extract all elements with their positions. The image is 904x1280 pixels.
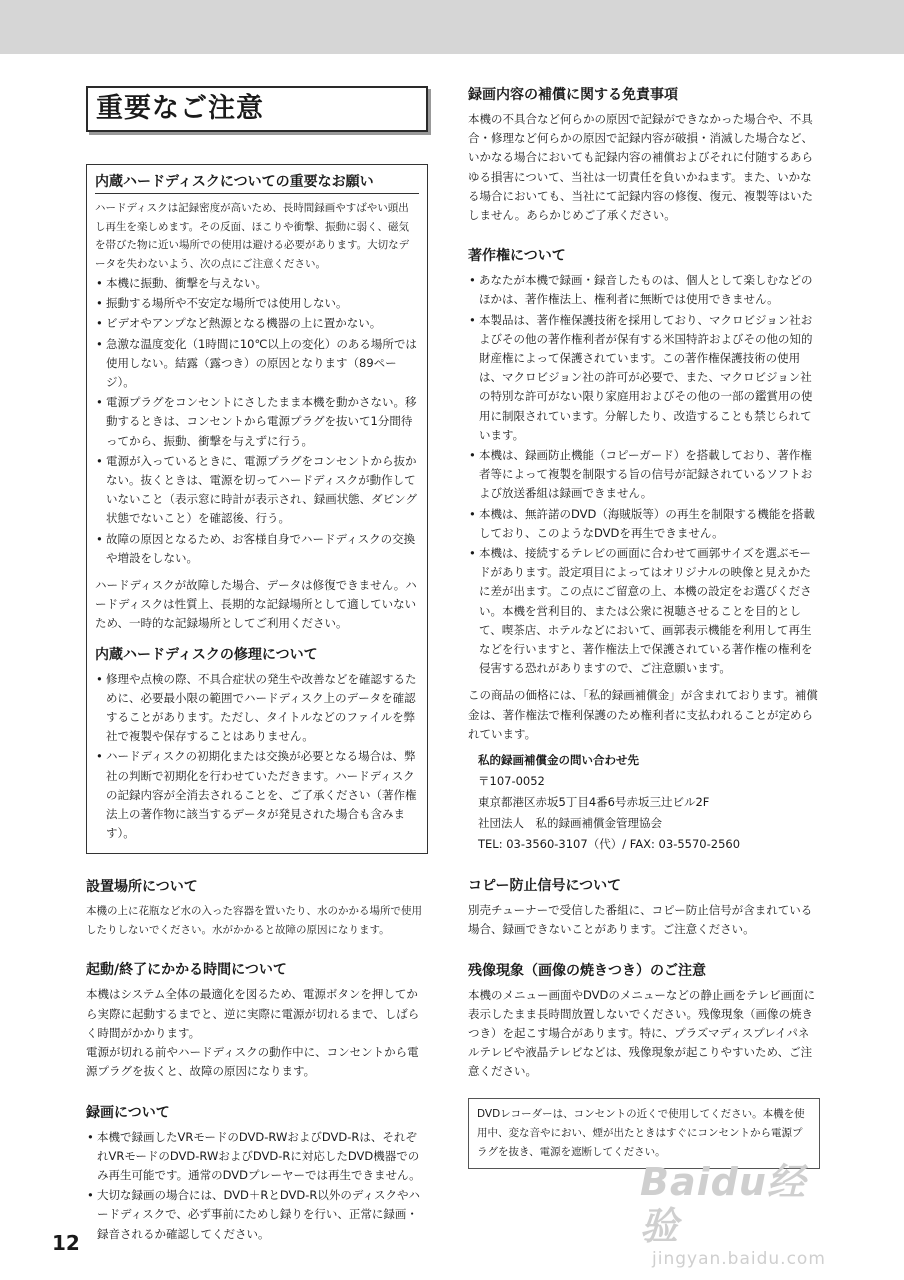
- hdd-failure-note: ハードディスクが故障した場合、データは修復できません。ハードディスクは性質上、長期的な記録場所として適していないため、一時的な記録場所としてご利用ください。: [95, 578, 417, 631]
- copy-guard-section: [468, 877, 820, 939]
- list-item: • 本機は、無許諾のDVD（海賊版等）の再生を制限する機能を搭載しており、このようなDVDを再生できません。: [468, 505, 820, 543]
- power-notice-box: DVDレコーダーは、コンセントの近くで使用してください。本機を使用中、変な音やにおい、煙が出たときはすぐにコンセントから電源プラグを抜き、電源を遮断してください。: [468, 1098, 820, 1169]
- list-item: • 振動する場所や不安定な場所では使用しない。: [95, 294, 419, 313]
- watermark: [640, 1160, 826, 1270]
- startup-text-1: 本機はシステム全体の最適化を図るため、電源ボタンを押してから実際に起動するまでと、逆に実際に電源が切れるまで、しばらく時間がかかります。: [86, 987, 420, 1040]
- disclaimer-text: 本機の不具合など何らかの原因で記録ができなかった場合や、不具合・修理など何らかの原因で記録内容が破損・消滅した場合など、いかなる場合においても記録内容の補償およびそれに付随するあらゆる損害について、当社は一切責任を負いかねます。また、いかなる場合においても、当社にて記録内容の修復、復元、複製等はいたしません。あらかじめご了承ください。: [468, 112, 813, 223]
- burnin-text: 本機のメニュー画面やDVDのメニューなどの静止画をテレビ画面に表示したまま長時間放置しないでください。残像現象（画像の焼きつき）を起こす場合があります。特に、プラズマディスプレイパネルテレビや液晶テレビなどは、残像現象が起こりやすいため、ご注意ください。: [468, 987, 816, 1079]
- install-heading: 設置場所について: [86, 879, 198, 896]
- contact-org: 社団法人 私的録画補償金管理協会: [478, 816, 662, 831]
- list-item: • あなたが本機で録画・録音したものは、個人として楽しむなどのほかは、著作権法上、権利者に無断では使用できません。: [468, 271, 820, 309]
- hdd-bullet-list: [95, 274, 419, 568]
- page-number: 12: [52, 1231, 80, 1255]
- hdd-notice-box: [86, 164, 428, 854]
- hdd-repair-list: [95, 670, 419, 844]
- levy-text: この商品の価格には、「私的録画補償金」が含まれております。補償金は、著作権法で権利保護のため権利者に支払われることが定められています。: [468, 688, 818, 741]
- copyright-heading: 著作権について: [468, 248, 566, 265]
- list-item: • 本機は、録画防止機能（コピーガード）を搭載しており、著作権者等によって複製を制限する旨の信号が記録されているソフトおよび放送番組は録画できません。: [468, 446, 820, 504]
- right-column: [468, 86, 820, 1169]
- contact-address: 東京都港区赤坂5丁目4番6号赤坂三辻ビル2F: [478, 795, 710, 810]
- burnin-section: [468, 962, 820, 1082]
- list-item: • 電源が入っているときに、電源プラグをコンセントから抜かない。抜くときは、電源を切ってハードディスクが動作していないこと（表示窓に時計が表示され、録画状態、ダビング状態でないこと）を確認後、行う。: [95, 452, 419, 529]
- list-item: • 大切な録画の場合には、DVD＋RとDVD-R以外のディスクやハードディスクで、必ず事前にためし録りを行い、正常に録画・録音されるか確認してください。: [86, 1186, 428, 1244]
- left-column: [86, 86, 428, 1244]
- copy-guard-heading: コピー防止信号について: [468, 878, 622, 895]
- disclaimer-section: [468, 86, 820, 225]
- watermark-logo: Baidu经验: [640, 1160, 806, 1248]
- list-item: • 故障の原因となるため、お客様自身でハードディスクの交換や増設をしない。: [95, 530, 419, 568]
- install-text: 本機の上に花瓶など水の入った容器を置いたり、水のかかる場所で使用したりしないでください。水がかかると故障の原因になります。: [86, 905, 422, 936]
- recording-heading: 録画について: [86, 1104, 170, 1121]
- contact-title: 私的録画補償金の問い合わせ先: [478, 753, 639, 768]
- copyright-list: [468, 271, 820, 678]
- hdd-intro: ハードディスクは記録密度が高いため、長時間録画やすばやい頭出し再生を楽しめます。その反面、ほこりや衝撃、振動に弱く、磁気を帯びた物に近い場所での使用は避ける必要があります。大切なデータを失わないよう、次の点にご注意ください。: [95, 202, 410, 270]
- contact-tel: TEL: 03-3560-3107（代）/ FAX: 03-5570-2560: [478, 837, 741, 852]
- contact-postal: 〒107-0052: [478, 774, 545, 789]
- watermark-url: jingyan.baidu.com: [652, 1249, 826, 1269]
- top-header-band: [0, 0, 904, 54]
- list-item: • 電源プラグをコンセントにさしたまま本機を動かさない。移動するときは、コンセントから電源プラグを抜いて1分間待ってから、振動、衝撃を与えずに行う。: [95, 393, 419, 451]
- list-item: • 急激な温度変化（1時間に10℃以上の変化）のある場所では使用しない。結露（露つき）の原因となります（89ページ）。: [95, 335, 419, 393]
- page-title: 重要なご注意: [86, 86, 428, 132]
- list-item: • ハードディスクの初期化または交換が必要となる場合は、弊社の判断で初期化を行わせていただきます。ハードディスクの記録内容が全消去されることを、ご了承ください（著作権法上の著作物に該当するデータが発見された場合も含みます）。: [95, 747, 419, 843]
- copyright-section: [468, 247, 820, 855]
- list-item: • 本製品は、著作権保護技術を採用しており、マクロビジョン社およびその他の著作権利者が保有する米国特許およびその他の知的財産権によって保護されています。この著作権保護技術の使用は、マクロビジョン社の許可が必要で、また、マクロビジョン社の特別な許可がない限り家庭用およびその他の一部の鑑賞用の使用に制限されています。分解したり、改造することも禁じられています。: [468, 311, 820, 445]
- list-item: • 本機は、接続するテレビの画面に合わせて画郭サイズを選ぶモードがあります。設定項目によってはオリジナルの映像と見えかたに差が出ます。この点にご留意の上、本機の設定をお選びください。本機を営利目的、または公衆に視聴させることを目的として、喫茶店、ホテルなどにおいて、画郭表示機能を利用して再生などを行いますと、著作権法上で保護されている著作権の権利を侵害する恐れがありますので、ご注意願います。: [468, 544, 820, 678]
- hdd-repair-heading: 内蔵ハードディスクの修理について: [95, 646, 318, 663]
- startup-heading: 起動/終了にかかる時間について: [86, 962, 287, 979]
- install-section: [86, 878, 428, 939]
- startup-section: [86, 961, 428, 1081]
- list-item: • ビデオやアンプなど熱源となる機器の上に置かない。: [95, 314, 419, 333]
- list-item: • 本機に振動、衝撃を与えない。: [95, 274, 419, 293]
- recording-section: [86, 1104, 428, 1244]
- hdd-heading: 内蔵ハードディスクについての重要なお願い: [95, 173, 419, 194]
- list-item: • 修理や点検の際、不具合症状の発生や改善などを確認するために、必要最小限の範囲でハードディスク上のデータを確認することがあります。ただし、タイトルなどのファイルを弊社で複製や保存することはありません。: [95, 670, 419, 747]
- recording-list: [86, 1128, 428, 1244]
- copy-guard-text: 別売チューナーで受信した番組に、コピー防止信号が含まれている場合、録画できないことがあります。ご注意ください。: [468, 903, 813, 937]
- levy-contact: [468, 750, 820, 855]
- burnin-heading: 残像現象（画像の焼きつき）のご注意: [468, 962, 706, 979]
- disclaimer-heading: 録画内容の補償に関する免責事項: [468, 87, 678, 103]
- startup-text-2: 電源が切れる前やハードディスクの動作中に、コンセントから電源プラグを抜くと、故障の原因になります。: [86, 1045, 419, 1079]
- list-item: • 本機で録画したVRモードのDVD-RWおよびDVD-Rは、それぞれVRモードのDVD-RWおよびDVD-Rに対応したDVD機器でのみ再生可能です。通常のDVDプレーヤーでは再生できません。: [86, 1128, 428, 1186]
